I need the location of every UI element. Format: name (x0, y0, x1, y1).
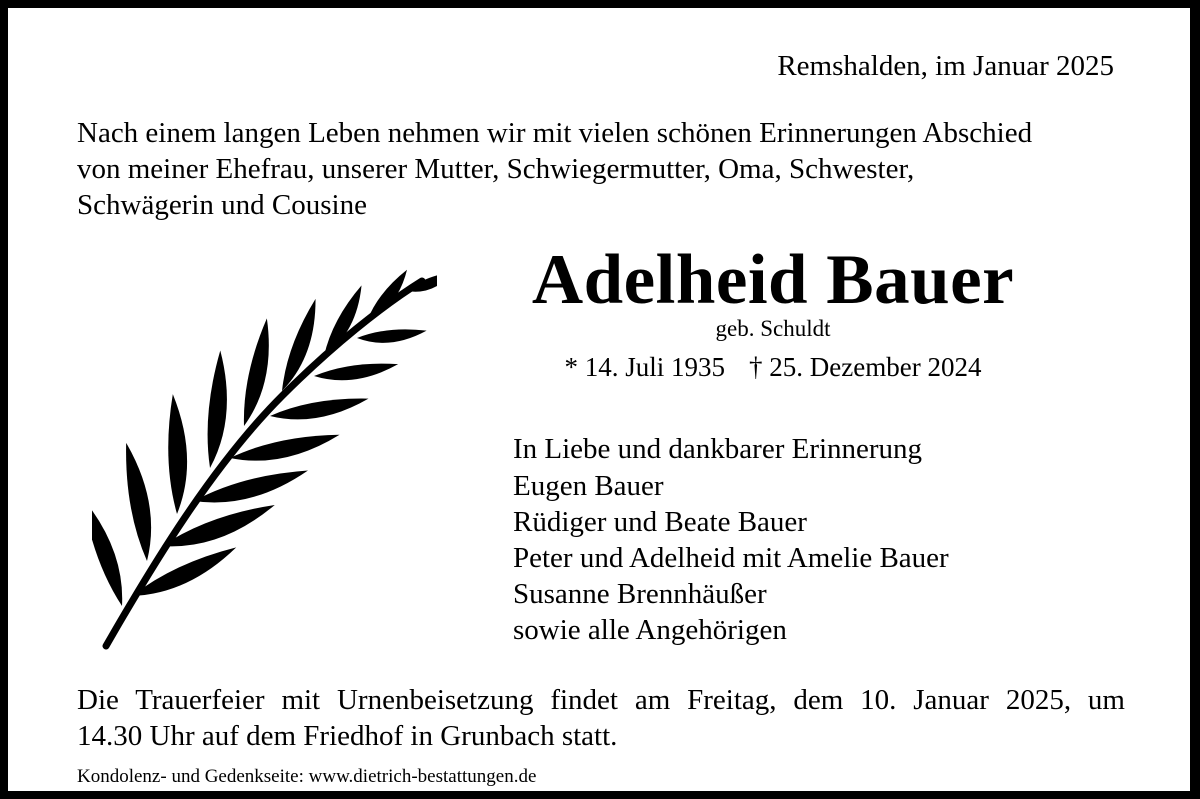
branch-leaf (92, 498, 122, 606)
place-date: Remshalden, im Januar 2025 (777, 50, 1114, 82)
intro-text (77, 115, 1157, 223)
ceremony-line: Die Trauerfeier mit Urnenbeisetzung findet am Freitag, dem 10. Januar 2025, um (77, 684, 1125, 716)
palm-branch-icon (92, 266, 437, 656)
ceremony-text (77, 682, 1125, 754)
branch-leaf (324, 285, 362, 356)
intro-line: Nach einem langen Leben nehmen wir mit vielen schönen Erinnerungen Abschied (77, 117, 1033, 149)
branch-leaf (126, 443, 151, 561)
branch-leaf (168, 394, 187, 514)
mourner-name: Eugen Bauer (513, 470, 664, 502)
branch-leaf (314, 364, 398, 381)
born-name: geb. Schuldt (715, 316, 831, 341)
ceremony-line: 14.30 Uhr auf dem Friedhof in Grunbach statt. (77, 720, 618, 752)
condolence-website: Kondolenz- und Gedenkseite: www.dietrich-bestattungen.de (77, 766, 537, 787)
death-date: † 25. Dezember 2024 (749, 352, 982, 382)
branch-leaf (270, 399, 368, 420)
deceased-name: Adelheid Bauer (531, 241, 1015, 319)
mourners-block (513, 431, 949, 648)
intro-line: von meiner Ehefrau, unserer Mutter, Schwiegermutter, Oma, Schwester, (77, 153, 915, 185)
life-dates (388, 350, 1158, 384)
mourner-name: Rüdiger und Beate Bauer (513, 506, 807, 538)
branch-leaf (208, 350, 227, 468)
mourners-heading: In Liebe und dankbarer Erinnerung (513, 433, 923, 465)
mourner-name: Peter und Adelheid mit Amelie Bauer (513, 542, 949, 574)
mourner-name: Susanne Brennhäußer (513, 578, 767, 610)
birth-date: * 14. Juli 1935 (564, 352, 726, 382)
intro-line: Schwägerin und Cousine (77, 189, 367, 221)
mourner-name: sowie alle Angehörigen (513, 614, 787, 646)
